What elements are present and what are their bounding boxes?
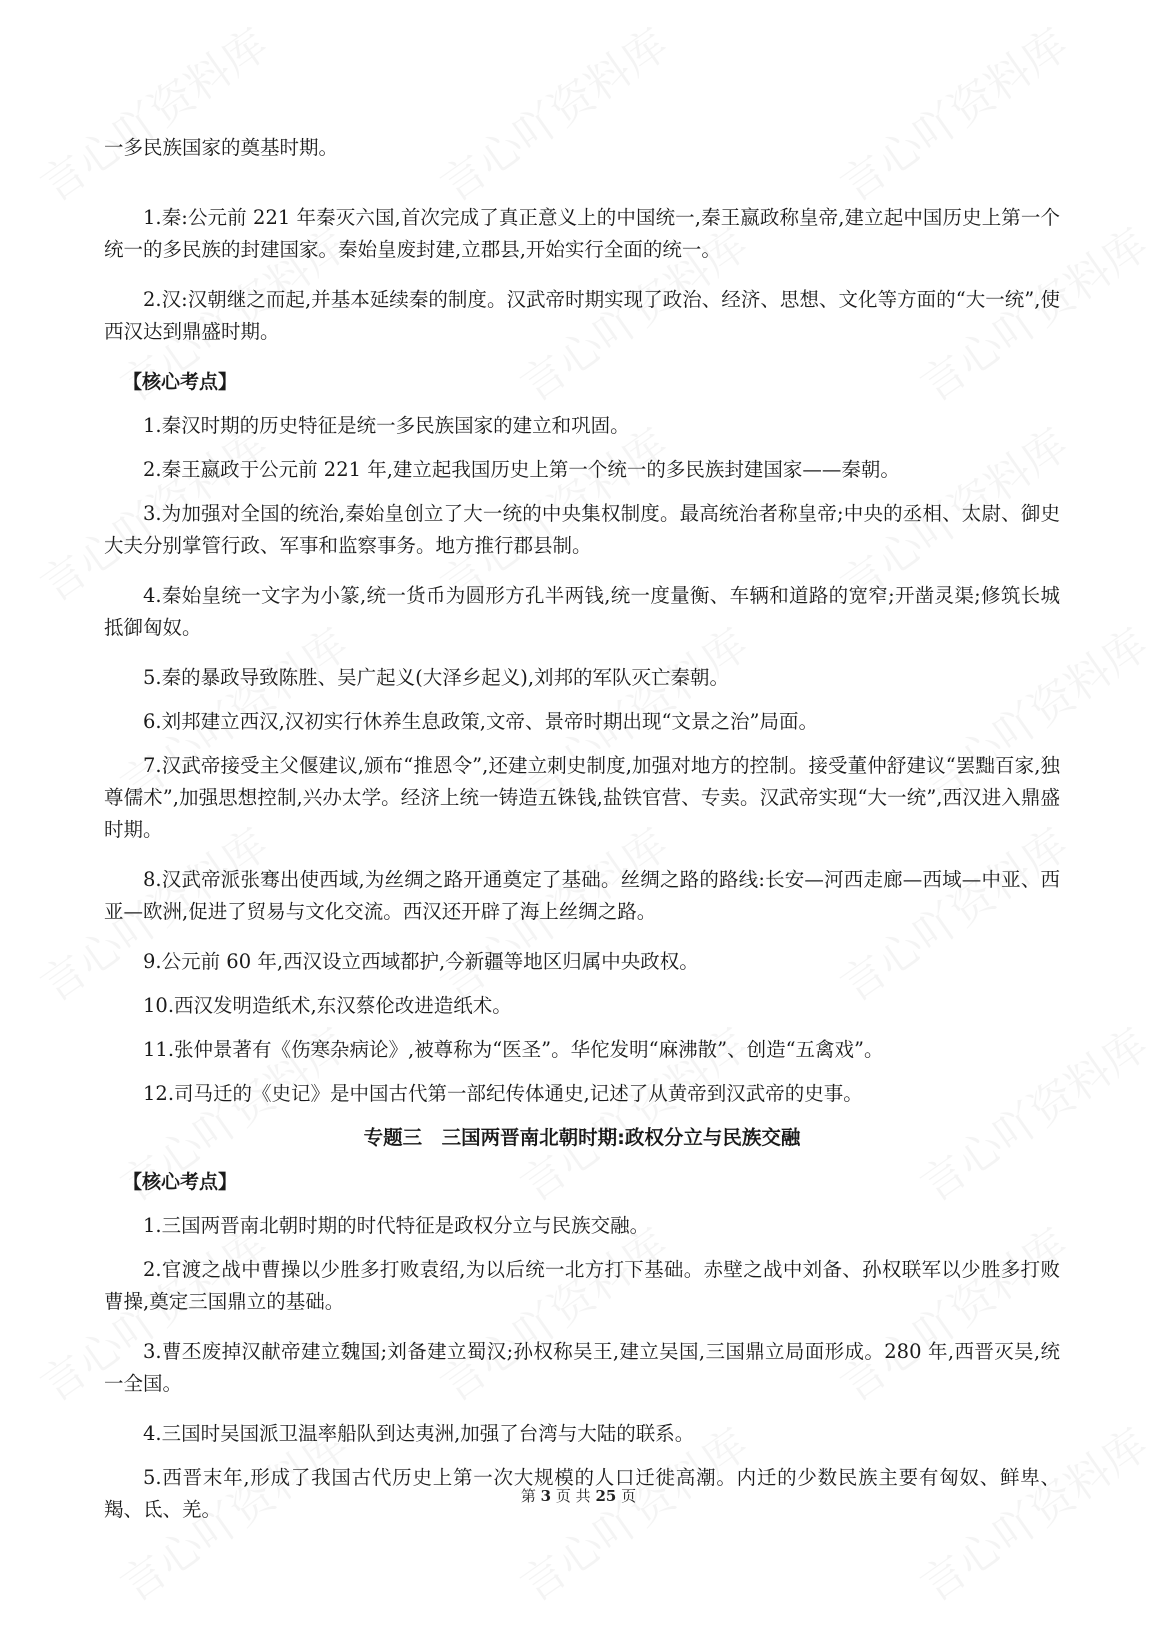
core-point: 4.三国时吴国派卫温率船队到达夷洲,加强了台湾与大陆的联系。 <box>143 1422 695 1445</box>
footer-prefix: 第 <box>520 1487 536 1505</box>
core-point: 2.官渡之战中曹操以少胜多打败袁绍,为以后统一北方打下基础。赤壁之战中刘备、孙权联军以少胜多打败曹操,奠定三国鼎立的基础。 <box>104 1258 1060 1313</box>
document-body <box>104 132 1060 1538</box>
core-heading: 【核心考点】 <box>123 371 238 393</box>
core-point: 4.秦始皇统一文字为小篆,统一货币为圆形方孔半两钱,统一度量衡、车辆和道路的宽窄;开凿灵渠;修筑长城抵御匈奴。 <box>104 584 1060 639</box>
section-title: 专题三 三国两晋南北朝时期:政权分立与民族交融 <box>363 1126 801 1149</box>
core-point: 2.秦王嬴政于公元前 221 年,建立起我国历史上第一个统一的多民族封建国家——秦朝。 <box>143 458 900 481</box>
footer-middle: 页 共 <box>555 1487 591 1505</box>
dynasty-point: 2.汉:汉朝继之而起,并基本延续秦的制度。汉武帝时期实现了政治、经济、思想、文化等方面的“大一统”,使西汉达到鼎盛时期。 <box>104 288 1060 343</box>
core-point: 11.张仲景著有《伤寒杂病论》,被尊称为“医圣”。华佗发明“麻沸散”、创造“五禽戏”。 <box>143 1038 884 1061</box>
core-point: 3.曹丕废掉汉献帝建立魏国;刘备建立蜀汉;孙权称吴王,建立吴国,三国鼎立局面形成。280 年,西晋灭吴,统一全国。 <box>104 1340 1060 1395</box>
core-point: 9.公元前 60 年,西汉设立西域都护,今新疆等地区归属中央政权。 <box>143 950 699 973</box>
core-point: 1.秦汉时期的历史特征是统一多民族国家的建立和巩固。 <box>143 414 630 437</box>
core-point: 7.汉武帝接受主父偃建议,颁布“推恩令”,还建立刺史制度,加强对地方的控制。接受董仲舒建议“罢黜百家,独尊儒术”,加强思想控制,兴办太学。经济上统一铸造五铢钱,盐铁官营、专卖。汉武帝实现“大一统”,西汉进入鼎盛时期。 <box>104 754 1060 841</box>
total-pages: 25 <box>595 1487 617 1505</box>
page-footer <box>0 1485 1157 1506</box>
core-point: 10.西汉发明造纸术,东汉蔡伦改进造纸术。 <box>143 994 512 1017</box>
core-point: 1.三国两晋南北朝时期的时代特征是政权分立与民族交融。 <box>143 1214 650 1237</box>
core-heading: 【核心考点】 <box>123 1171 238 1193</box>
page-number: 3 <box>540 1487 552 1505</box>
core-point: 12.司马迁的《史记》是中国古代第一部纪传体通史,记述了从黄帝到汉武帝的史事。 <box>143 1082 863 1105</box>
core-point: 6.刘邦建立西汉,汉初实行休养生息政策,文帝、景帝时期出现“文景之治”局面。 <box>143 710 818 733</box>
core-point: 5.西晋末年,形成了我国古代历史上第一次大规模的人口迁徙高潮。内迁的少数民族主要有匈奴、鲜卑、羯、氐、羌。 <box>104 1466 1060 1521</box>
dynasty-point: 1.秦:公元前 221 年秦灭六国,首次完成了真正意义上的中国统一,秦王嬴政称皇帝,建立起中国历史上第一个统一的多民族的封建国家。秦始皇废封建,立郡县,开始实行全面的统一。 <box>104 206 1060 261</box>
core-point: 5.秦的暴政导致陈胜、吴广起义(大泽乡起义),刘邦的军队灭亡秦朝。 <box>143 666 730 689</box>
intro-line: 一多民族国家的奠基时期。 <box>104 136 339 159</box>
core-point: 3.为加强对全国的统治,秦始皇创立了大一统的中央集权制度。最高统治者称皇帝;中央的丞相、太尉、御史大夫分别掌管行政、军事和监察事务。地方推行郡县制。 <box>104 502 1060 557</box>
footer-suffix: 页 <box>621 1487 637 1505</box>
core-point: 8.汉武帝派张骞出使西域,为丝绸之路开通奠定了基础。丝绸之路的路线:长安—河西走廊—西域—中亚、西亚—欧洲,促进了贸易与文化交流。西汉还开辟了海上丝绸之路。 <box>104 868 1060 923</box>
